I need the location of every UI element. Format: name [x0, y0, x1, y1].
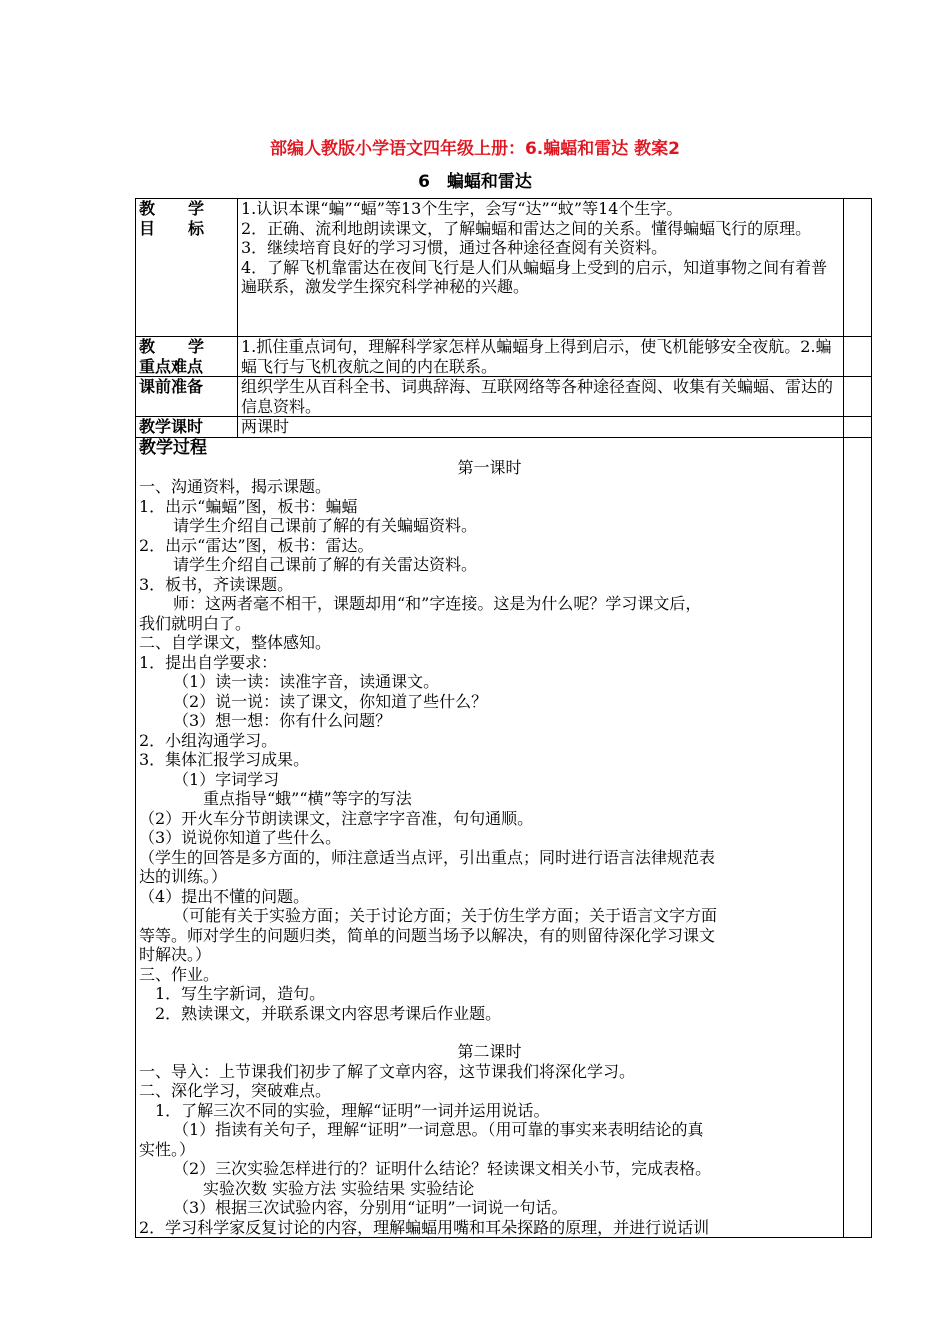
lesson-period-heading: 第一课时	[457, 457, 522, 477]
lesson-title: 6 蝙蝠和雷达	[418, 172, 532, 192]
process-line: （可能有关于实验方面；关于讨论方面；关于仿生学方面；关于语言文字方面	[173, 906, 718, 925]
key-points-label-line1: 教 学	[139, 337, 204, 356]
goals-content	[238, 199, 844, 337]
hours-row	[136, 417, 872, 438]
process-content	[136, 437, 844, 1238]
process-line: 重点指导“蛾”“横”等字的写法	[203, 789, 412, 808]
preparation-extra-cell	[844, 377, 872, 417]
goals-label	[136, 199, 238, 337]
process-line: （2）说一说：读了课文，你知道了些什么？	[173, 691, 488, 711]
process-line: （3）根据三次试验内容，分别用“证明”一词说一句话。	[173, 1198, 568, 1217]
process-line	[139, 1023, 840, 1042]
process-line: （学生的回答是多方面的，师注意适当点评，引出重点；同时进行语言法律规范表	[139, 847, 716, 867]
process-line: （2）开火车分节朗读课文，注意字字音准，句句通顺。	[139, 808, 534, 828]
goal-item: 3．继续培育良好的学习习惯，通过各种途径查阅有关资料。	[241, 238, 668, 257]
document-title: 部编人教版小学语文四年级上册：6.蝙蝠和雷达 教案2	[269, 139, 681, 159]
process-line: （4）提出不懂的问题。	[139, 886, 310, 906]
process-line: 1．出示“蝙蝠”图，板书：蝙蝠	[139, 496, 358, 516]
process-line: （1）字词学习	[173, 769, 280, 789]
process-line: 3．集体汇报学习成果。	[139, 750, 310, 769]
lesson-period-heading: 第二课时	[457, 1042, 522, 1061]
process-extra-cell	[844, 437, 872, 1238]
process-line: 1．写生字新词，造句。	[155, 984, 326, 1003]
process-line: 二、自学课文，整体感知。	[139, 633, 332, 652]
process-line: 二、深化学习，突破难点。	[139, 1081, 332, 1100]
process-line: 3．板书，齐读课题。	[139, 574, 294, 594]
process-line: 三、作业。	[139, 964, 220, 984]
process-line: （2）三次实验怎样进行的？证明什么结论？轻读课文相关小节，完成表格。	[173, 1159, 712, 1178]
key-points-label	[136, 337, 238, 377]
process-line: 1．了解三次不同的实验，理解“证明”一词并运用说话。	[155, 1100, 550, 1120]
goals-row	[136, 199, 872, 337]
preparation-row	[136, 377, 872, 417]
process-row	[136, 437, 872, 1238]
process-line: 时解决。）	[139, 945, 212, 964]
goals-label-line2: 目 标	[139, 218, 204, 238]
process-line: 达的训练。）	[139, 867, 228, 886]
process-line: 请学生介绍自己课前了解的有关蝙蝠资料。	[173, 516, 478, 535]
goal-item: 1.认识本课“蝙”“蝠”等13个生字，会写“达”“蚊”等14个生字。	[241, 199, 683, 218]
hours-content: 两课时	[238, 417, 844, 438]
preparation-label: 课前准备	[136, 377, 238, 417]
process-line: 2．学习科学家反复讨论的内容，理解蝙蝠用嘴和耳朵探路的原理，并进行说话训	[139, 1217, 710, 1237]
process-line: （3）说说你知道了些什么。	[139, 828, 342, 847]
process-line: 一、导入：上节课我们初步了解了文章内容，这节课我们将深化学习。	[139, 1061, 636, 1081]
process-line: 师：这两者毫不相干，课题却用“和”字连接。这是为什么呢？学习课文后，	[173, 594, 702, 613]
goal-item: 2．正确、流利地朗读课文，了解蝙蝠和雷达之间的关系。懂得蝙蝠飞行的原理。	[241, 218, 812, 238]
process-line: 1．提出自学要求：	[139, 652, 278, 672]
process-line: 我们就明白了。	[139, 613, 252, 633]
key-points-row	[136, 337, 872, 377]
process-line: （3）想一想：你有什么问题？	[173, 711, 392, 730]
process-lines	[139, 458, 840, 1238]
goal-item: 4．了解飞机靠雷达在夜间飞行是人们从蝙蝠身上受到的启示，知道事物之间有着普遍联系，激发学生探究科学神秘的兴趣。	[241, 257, 828, 296]
goals-extra-cell	[844, 199, 872, 337]
process-line: 等等。师对学生的问题归类，简单的问题当场予以解决，有的则留待深化学习课文	[139, 925, 716, 945]
process-heading: 教学过程	[139, 437, 207, 458]
process-line: 一、沟通资料，揭示课题。	[139, 477, 332, 496]
process-line: 2．出示“雷达”图，板书：雷达。	[139, 535, 374, 555]
hours-label: 教学课时	[136, 417, 238, 438]
process-line: （1）指读有关句子，理解“证明”一词意思。（用可靠的事实来表明结论的真	[173, 1120, 704, 1139]
key-points-label-line2: 重点难点	[139, 356, 204, 376]
process-line: 请学生介绍自己课前了解的有关雷达资料。	[173, 555, 478, 574]
process-line: 实性。）	[139, 1139, 196, 1159]
process-line: （1）读一读：读准字音，读通课文。	[173, 672, 440, 691]
goals-label-line1: 教 学	[139, 199, 204, 218]
key-points-content: 1.抓住重点词句，理解科学家怎样从蝙蝠身上得到启示，使飞机能够安全夜航。2.蝙蝠飞行与飞机夜航之间的内在联系。	[238, 337, 844, 377]
process-line: 2．熟读课文，并联系课文内容思考课后作业题。	[155, 1003, 502, 1023]
process-line: 2．小组沟通学习。	[139, 730, 278, 750]
preparation-content: 组织学生从百科全书、词典辞海、互联网络等各种途径查阅、收集有关蝙蝠、雷达的信息资料。	[238, 377, 844, 417]
hours-extra-cell	[844, 417, 872, 438]
process-line: 实验次数 实验方法 实验结果 实验结论	[203, 1178, 475, 1198]
key-points-extra-cell	[844, 337, 872, 377]
lesson-plan-table	[135, 198, 872, 1238]
